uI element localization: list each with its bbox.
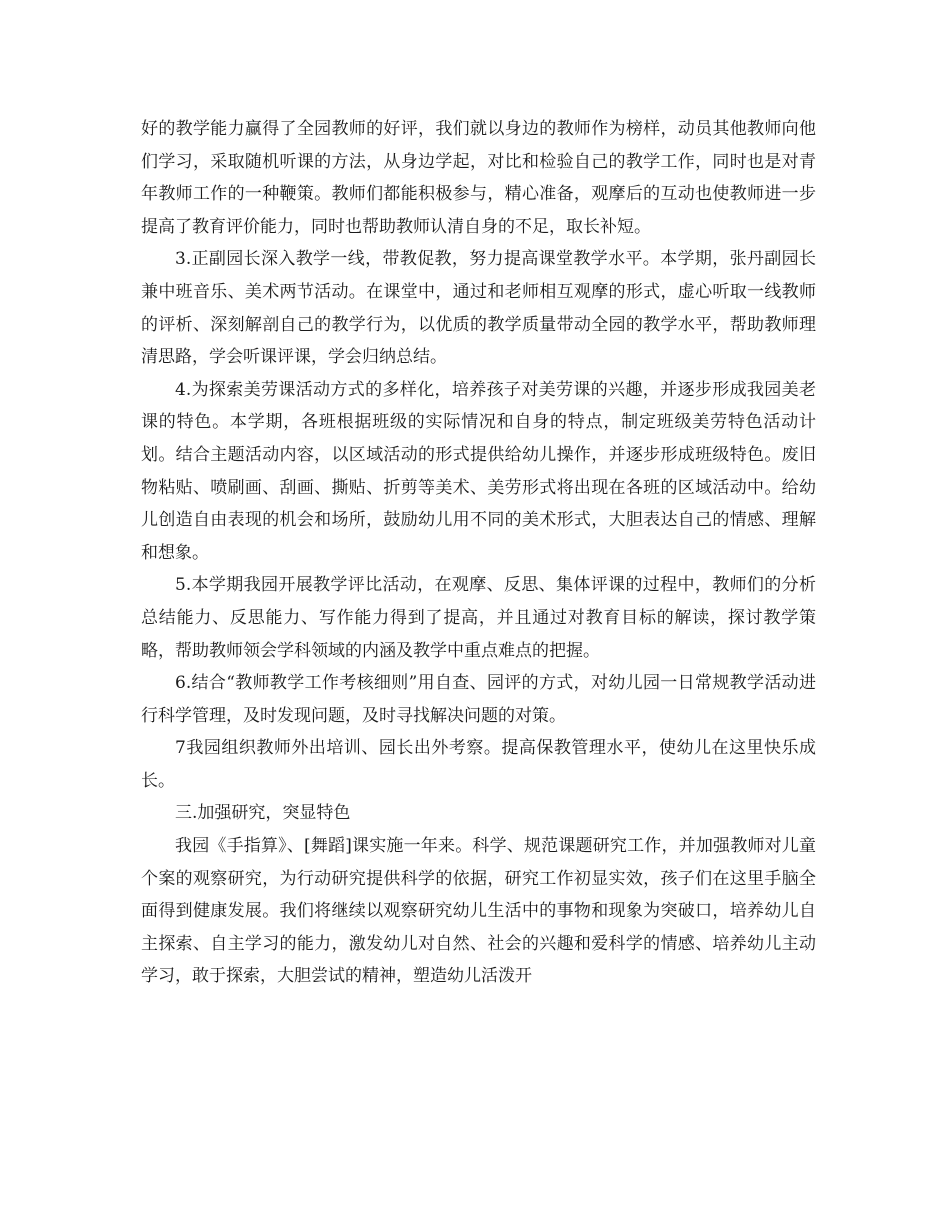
paragraph-item-3: 3.正副园长深入教学一线，带教促教，努力提高课堂教学水平。本学期，张丹副园长兼中班音乐、美术两节活动。在课堂中，通过和老师相互观摩的形式，虚心听取一线教师的评析、深刻解剖自己的教学行为，以优质的教学质量带动全园的教学水平，帮助教师理清思路，学会听课评课，学会归纳总结。: [141, 249, 816, 368]
section-heading: 三.加强研究，突显特色: [175, 803, 351, 824]
paragraph-item-4: 4.为探索美劳课活动方式的多样化，培养孩子对美劳课的兴趣，并逐步形成我园美老课的特色。本学期，各班根据班级的实际情况和自身的特点，制定班级美劳特色活动计划。结合主题活动内容，以区域活动的形式提供给幼儿操作，并逐步形成班级特色。废旧物粘贴、喷刷画、刮画、撕贴、折剪等美术、美劳形式将出现在各班的区域活动中。给幼儿创造自由表现的机会和场所，鼓励幼儿用不同的美术形式，大胆表达自己的情感、理解和想象。: [141, 379, 816, 563]
paragraph-item-6: 6.结合“教师教学工作考核细则”用自查、园评的方式，对幼儿园一日常规教学活动进行科学管理，及时发现问题，及时寻找解决问题的对策。: [141, 673, 816, 726]
document-body: [141, 113, 816, 993]
paragraph-research: 我园《手指算》、[舞蹈]课实施一年来。科学、规范课题研究工作，并加强教师对儿童个案的观察研究，为行动研究提供科学的依据，研究工作初显实效，孩子们在这里手脑全面得到健康发展。我们将继续以观察研究幼儿生活中的事物和现象为突破口，培养幼儿自主探索、自主学习的能力，激发幼儿对自然、社会的兴趣和爱科学的情感、培养幼儿主动学习，敢于探索，大胆尝试的精神，塑造幼儿活泼开: [141, 836, 816, 987]
paragraph-item-5: 5.本学期我园开展教学评比活动，在观摩、反思、集体评课的过程中，教师们的分析总结能力、反思能力、写作能力得到了提高，并且通过对教育目标的解读，探讨教学策略，帮助教师领会学科领域的内涵及教学中重点难点的把握。: [141, 575, 816, 661]
paragraph-item-7: 7我园组织教师外出培训、园长出外考察。提高保教管理水平，使幼儿在这里快乐成长。: [141, 738, 816, 791]
paragraph-continuation: 好的教学能力赢得了全园教师的好评，我们就以身边的教师作为榜样，动员其他教师向他们学习，采取随机听课的方法，从身边学起，对比和检验自己的教学工作，同时也是对青年教师工作的一种鞭策。教师们都能积极参与，精心准备，观摩后的互动也使教师进一步提高了教育评价能力，同时也帮助教师认清自身的不足，取长补短。: [141, 119, 816, 237]
